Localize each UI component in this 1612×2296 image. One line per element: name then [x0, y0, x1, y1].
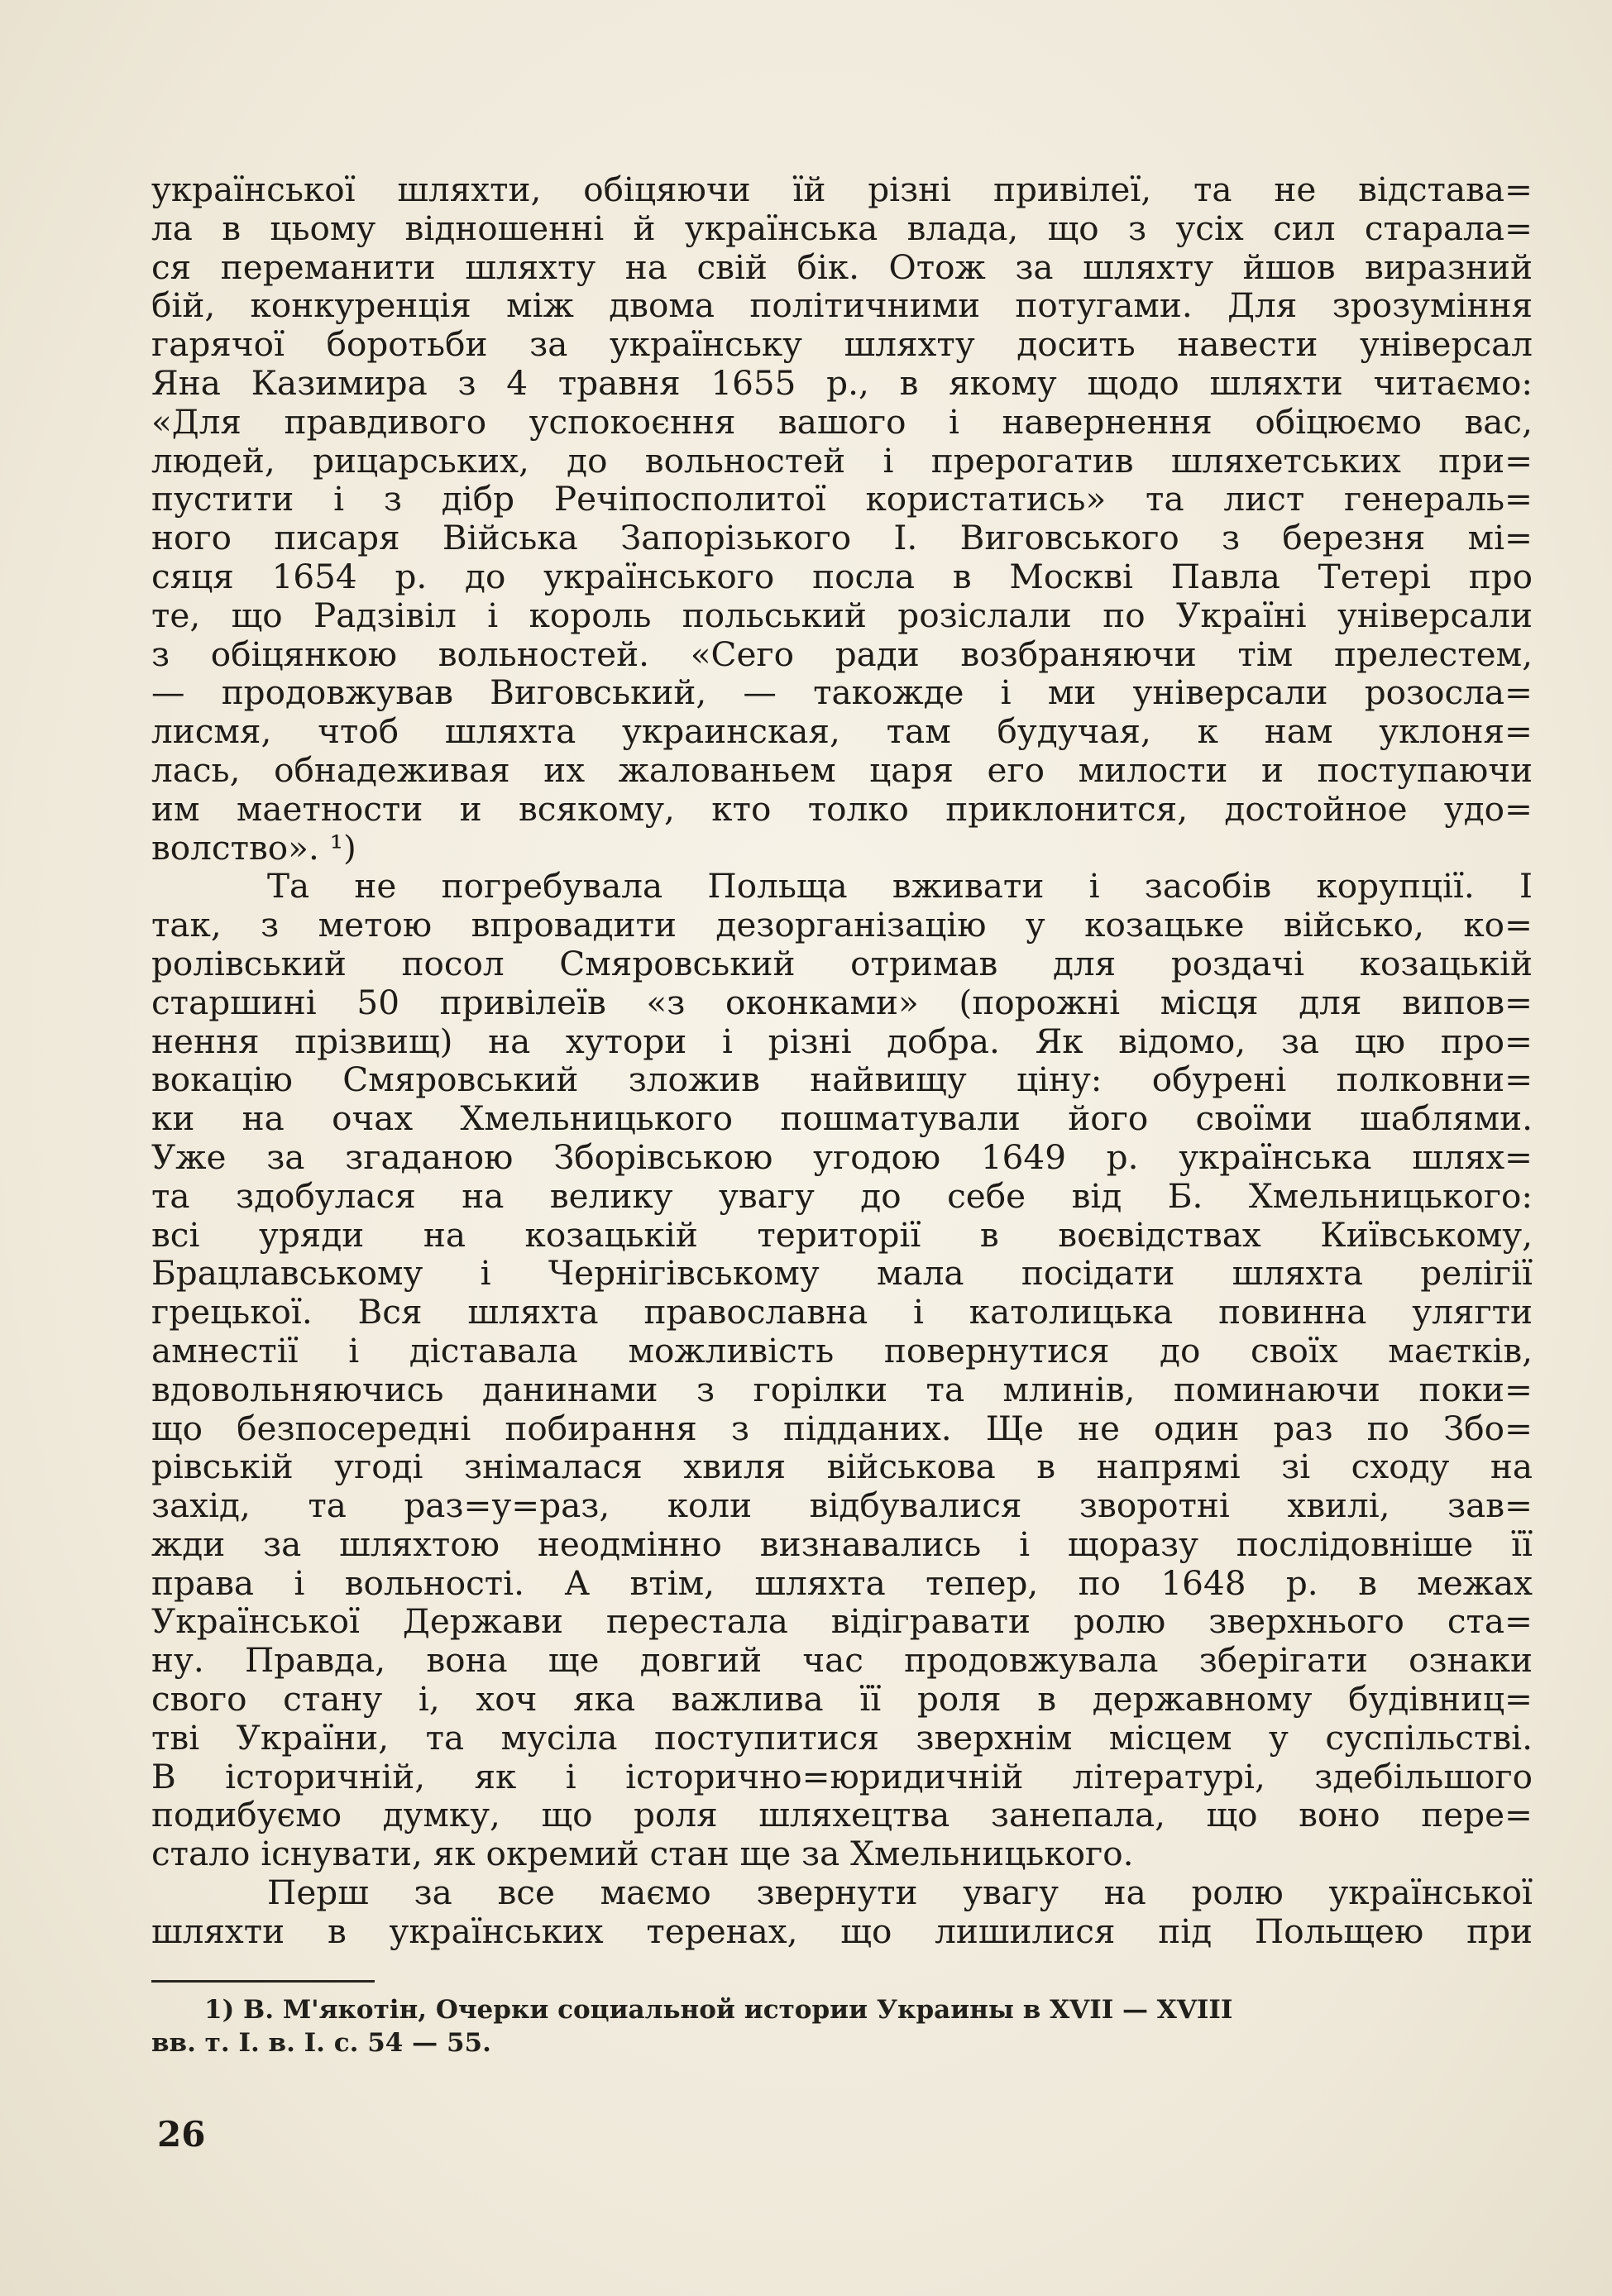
text-line: людей, рицарських, до вольностей і прерогатив шляхетських при= — [151, 440, 1533, 481]
text-line: «Для правдивого успокоєння вашого і навернення обіцюємо вас, — [151, 401, 1533, 442]
text-line: грецької. Вся шляхта православна і католицька повинна улягти — [151, 1292, 1533, 1332]
text-line: Уже за згаданою Зборівською угодою 1649 р. українська шлях= — [151, 1136, 1533, 1177]
text-line: бій, конкуренція між двома політичними потугами. Для зрозуміння — [151, 285, 1533, 326]
text-line: Української Держави перестала відігравати ролю зверхнього ста= — [151, 1601, 1533, 1642]
footnote-line: 1) В. М'якотін, Очерки социальной истории Украины в XVII — XVIII — [204, 1995, 1233, 2025]
text-line: старшині 50 привілеїв «з оконками» (порожні місця для випов= — [151, 982, 1533, 1022]
text-line: ну. Правда, вона ще довгий час продовжувала зберігати ознаки — [151, 1640, 1533, 1681]
text-line: пустити і з дібр Речіпосполитої користатись» та лист генераль= — [151, 479, 1533, 519]
text-line: та здобулася на велику увагу до себе від Б. Хмельницького: — [151, 1175, 1533, 1216]
text-line: нення прізвищ) на хутори і різні добра. Як відомо, за цю про= — [151, 1021, 1533, 1061]
text-line: ролівський посол Смяровський отримав для роздачі козацькій — [151, 943, 1533, 983]
text-line: з обіцянкою вольностей. «Сего ради возбраняючи тім прелестем, — [151, 634, 1533, 674]
text-line: волство». ¹) — [151, 827, 356, 868]
text-line: свого стану і, хоч яка важлива її роля в державному будівниц= — [151, 1679, 1533, 1720]
text-line: що безпосередні побирання з підданих. Ще не один раз по Збо= — [151, 1408, 1533, 1448]
text-line: стало існувати, як окремий стан ще за Хмельницького. — [151, 1834, 1134, 1874]
text-line: амнестії і діставала можливість повернутися до своїх маєтків, — [151, 1330, 1533, 1370]
text-line: шляхти в українських теренах, що лишилися під Польщею при — [151, 1911, 1533, 1951]
paragraph-start-line: Перш за все маємо звернути увагу на ролю української — [267, 1873, 1533, 1913]
text-line: вокацію Смяровський зложив найвищу ціну: обурені полковни= — [151, 1060, 1533, 1100]
text-line: В історичній, як і історично=юридичній літературі, здебільшого — [151, 1756, 1533, 1796]
page-number: 26 — [157, 2114, 206, 2155]
text-line: захід, та раз=у=раз, коли відбувалися зворотні хвилі, зав= — [151, 1485, 1533, 1526]
text-line: вдовольняючись данинами з горілки та млинів, поминаючи поки= — [151, 1369, 1533, 1409]
text-line: Брацлавському і Чернігівському мала посідати шляхта релігії — [151, 1253, 1533, 1294]
paragraph-start-line: Та не погребувала Польща вживати і засобів корупції. І — [267, 866, 1533, 906]
text-line: української шляхти, обіцяючи їй різні привілеї, та не відстава= — [151, 170, 1533, 209]
text-line: права і вольності. А втім, шляхта тепер, по 1648 р. в межах — [151, 1562, 1533, 1603]
body-text — [151, 170, 1533, 1951]
text-line: ла в цьому відношенні й українська влада, що з усіх сил старала= — [151, 208, 1533, 248]
text-line: те, що Радзівіл і король польський розіслали по Україні універсали — [151, 595, 1533, 635]
text-line: ся переманити шляхту на свій бік. Отож за шляхту йшов виразний — [151, 246, 1533, 287]
text-line: жди за шляхтою неодмінно визнавались і щоразу послідовніше її — [151, 1523, 1533, 1564]
footnotes — [151, 1993, 1533, 2059]
footnote-line: вв. т. І. в. І. с. 54 — 55. — [151, 2028, 491, 2058]
text-line: лась, обнадеживая их жалованьем царя его милости и поступаючи — [151, 749, 1533, 790]
text-line: им маетности и всякому, кто толко приклонится, достойное удо= — [151, 788, 1533, 829]
text-line: рівській угоді знімалася хвиля військова в напрямі зі сходу на — [151, 1447, 1533, 1487]
text-line: — продовжував Виговський, — такожде і ми універсали розосла= — [151, 672, 1533, 713]
text-line: ки на очах Хмельницького пошматували його своїми шаблями. — [151, 1098, 1533, 1139]
text-line: подибуємо думку, що роля шляхецтва занепала, що воно пере= — [151, 1795, 1533, 1835]
text-line: тві України, та мусіла поступитися зверхнім місцем у суспільстві. — [151, 1717, 1533, 1758]
text-line: ного писаря Війська Запорізького І. Виговського з березня мі= — [151, 518, 1533, 558]
text-line: сяця 1654 р. до українського посла в Москві Павла Тетері про — [151, 556, 1533, 596]
text-line: всі уряди на козацькій території в воєвідствах Київському, — [151, 1214, 1533, 1255]
text-line: гарячої боротьби за українську шляхту досить навести універсал — [151, 324, 1533, 365]
footnote-rule — [151, 1980, 375, 1983]
text-line: лисмя, чтоб шляхта украинская, там будучая, к нам уклоня= — [151, 711, 1533, 752]
text-line: так, з метою впровадити дезорганізацію у козацьке військо, ко= — [151, 905, 1533, 945]
text-line: Яна Казимира з 4 травня 1655 р., в якому щодо шляхти читаємо: — [151, 362, 1533, 403]
